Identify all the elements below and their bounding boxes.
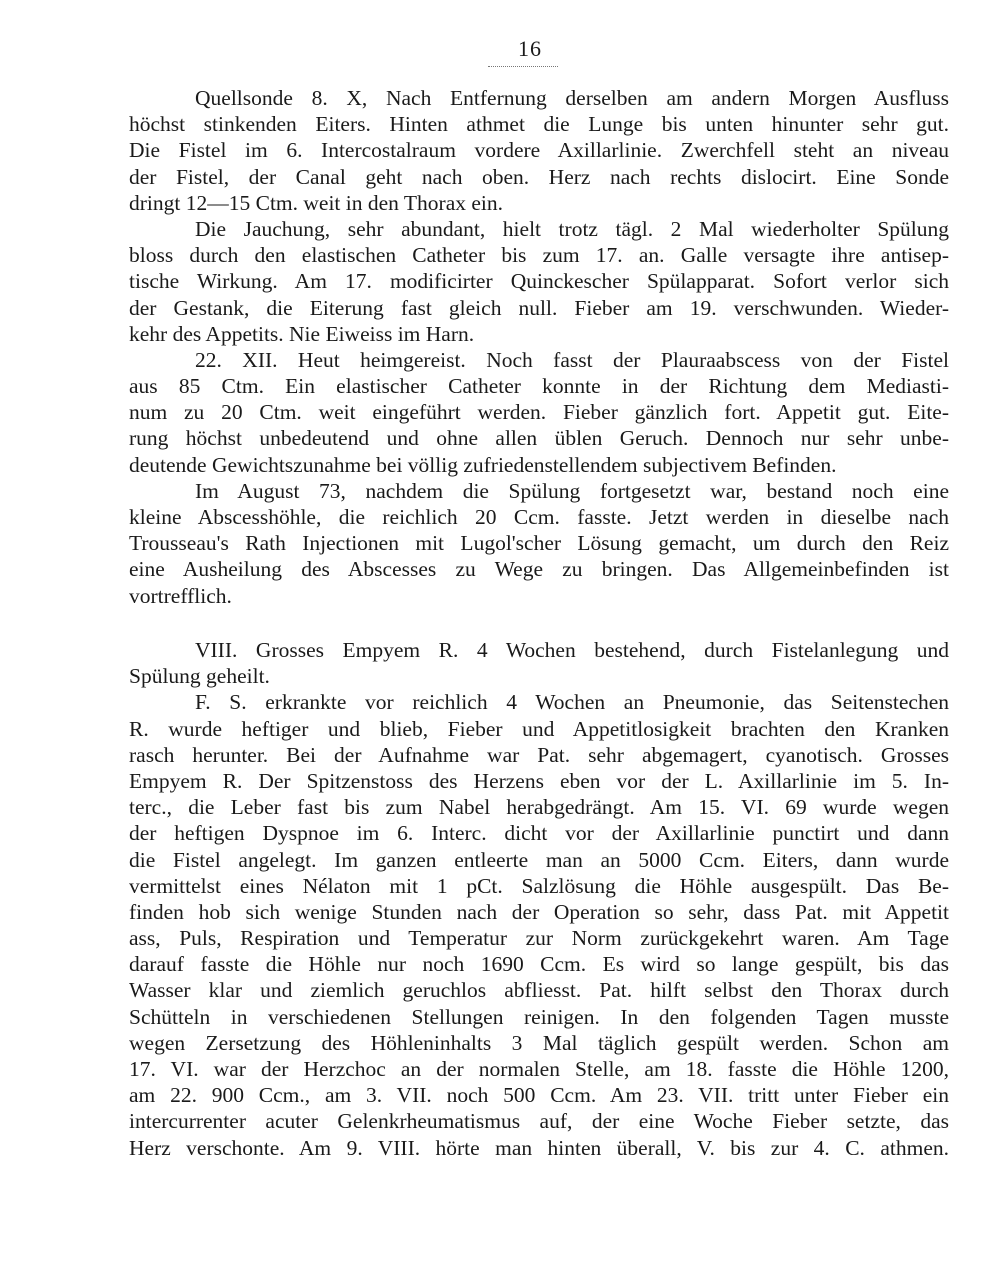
text-line: Wasser klar und ziemlich geruchlos abfliesst. Pat. hilft selbst den Thorax durch [129, 978, 949, 1003]
text-line: kleine Abscesshöhle, die reichlich 20 Ccm. fasste. Jetzt werden in dieselbe nach [129, 505, 949, 529]
case-viii-text [129, 637, 949, 1161]
text-line: bloss durch den elastischen Catheter bis zum 17. an. Galle versagte ihre antisep- [129, 243, 949, 268]
text-line: rung höchst unbedeutend und ohne allen üblen Geruch. Dennoch nur sehr unbe- [129, 426, 949, 451]
text-line: terc., die Leber fast bis zum Nabel herabgedrängt. Am 15. VI. 69 wurde wegen [129, 795, 949, 820]
text-line: am 22. 900 Ccm., am 3. VII. noch 500 Ccm. Am 23. VII. tritt unter Fieber ein [129, 1083, 949, 1108]
text-line: Im August 73, nachdem die Spülung fortgesetzt war, bestand noch eine [195, 478, 949, 503]
text-line: ass, Puls, Respiration und Temperatur zur Norm zurückgekehrt waren. Am Tage [129, 926, 949, 951]
page-number: 16 [518, 36, 542, 61]
text-line: rasch herunter. Bei der Aufnahme war Pat. sehr abgemagert, cyanotisch. Grosses [129, 742, 949, 767]
text-line: Herz verschonte. Am 9. VIII. hörte man hinten überall, V. bis zur 4. C. athmen. [129, 1135, 949, 1160]
case-continuation-text [129, 85, 949, 609]
text-line: Empyem R. Der Spitzenstoss des Herzens eben vor der L. Axillarlinie im 5. In- [129, 768, 949, 793]
text-line: Quellsonde 8. X, Nach Entfernung derselben am andern Morgen Ausfluss [195, 86, 949, 110]
text-line: Die Jauchung, sehr abundant, hielt trotz tägl. 2 Mal wiederholter Spülung [195, 216, 949, 241]
text-line: finden hob sich wenige Stunden nach der Operation so sehr, dass Pat. mit Appetit [129, 899, 949, 924]
text-line: darauf fasste die Höhle nur noch 1690 Ccm. Es wird so lange gespült, bis das [129, 952, 949, 977]
text-line: tische Wirkung. Am 17. modificirter Quinckescher Spülapparat. Sofort verlor sich [129, 269, 949, 294]
text-line: F. S. erkrankte vor reichlich 4 Wochen an Pneumonie, das Seitenstechen [195, 690, 949, 715]
text-line: der Fistel, der Canal geht nach oben. Herz nach rechts dislocirt. Eine Sonde [129, 164, 949, 189]
page-number-rule [488, 66, 558, 67]
text-line: Spülung geheilt. [129, 664, 270, 689]
text-line: wegen Zersetzung des Höhleninhalts 3 Mal täglich gespült werden. Schon am [129, 1030, 949, 1055]
text-line: Trousseau's Rath Injectionen mit Lugol'scher Lösung gemacht, um durch den Reiz [129, 531, 949, 556]
text-line: R. wurde heftiger und blieb, Fieber und Appetitlosigkeit brachten den Kranken [129, 716, 949, 741]
text-line: intercurrenter acuter Gelenkrheumatismus auf, der eine Woche Fieber setzte, das [129, 1109, 949, 1134]
text-line: vermittelst eines Nélaton mit 1 pCt. Salzlösung die Höhle ausgespült. Das Be- [129, 873, 949, 898]
text-line: höchst stinkenden Eiters. Hinten athmet die Lunge bis unten hinunter sehr gut. [129, 112, 949, 137]
text-line: eine Ausheilung des Abscesses zu Wege zu bringen. Das Allgemeinbefinden ist [129, 557, 949, 582]
text-line: deutende Gewichtszunahme bei völlig zufriedenstellendem subjectivem Befinden. [129, 452, 837, 477]
text-line: Schütteln in verschiedenen Stellungen reinigen. In den folgenden Tagen musste [129, 1004, 949, 1029]
text-line: der Gestank, die Eiterung fast gleich null. Fieber am 19. verschwunden. Wieder- [129, 295, 949, 320]
text-line: num zu 20 Ctm. weit eingeführt werden. Fieber gänzlich fort. Appetit gut. Eite- [129, 400, 949, 425]
text-line: 22. XII. Heut heimgereist. Noch fasst der Plauraabscess von der Fistel [195, 347, 949, 372]
text-line: dringt 12—15 Ctm. weit in den Thorax ein. [129, 190, 504, 215]
text-line: kehr des Appetits. Nie Eiweiss im Harn. [129, 321, 475, 346]
text-line: aus 85 Ctm. Ein elastischer Catheter konnte in der Richtung dem Mediasti- [129, 374, 949, 399]
text-line: vortrefflich. [129, 583, 232, 608]
text-line: Die Fistel im 6. Intercostalraum vordere Axillarlinie. Zwerchfell steht an niveau [129, 138, 949, 163]
text-line: die Fistel angelegt. Im ganzen entleerte man an 5000 Ccm. Eiters, dann wurde [129, 847, 949, 872]
text-line: VIII. Grosses Empyem R. 4 Wochen bestehend, durch Fistelanlegung und [195, 638, 949, 662]
text-line: der heftigen Dyspnoe im 6. Interc. dicht vor der Axillarlinie punctirt und dann [129, 821, 949, 846]
text-line: 17. VI. war der Herzchoc an der normalen Stelle, am 18. fasste die Höhle 1200, [129, 1057, 949, 1081]
